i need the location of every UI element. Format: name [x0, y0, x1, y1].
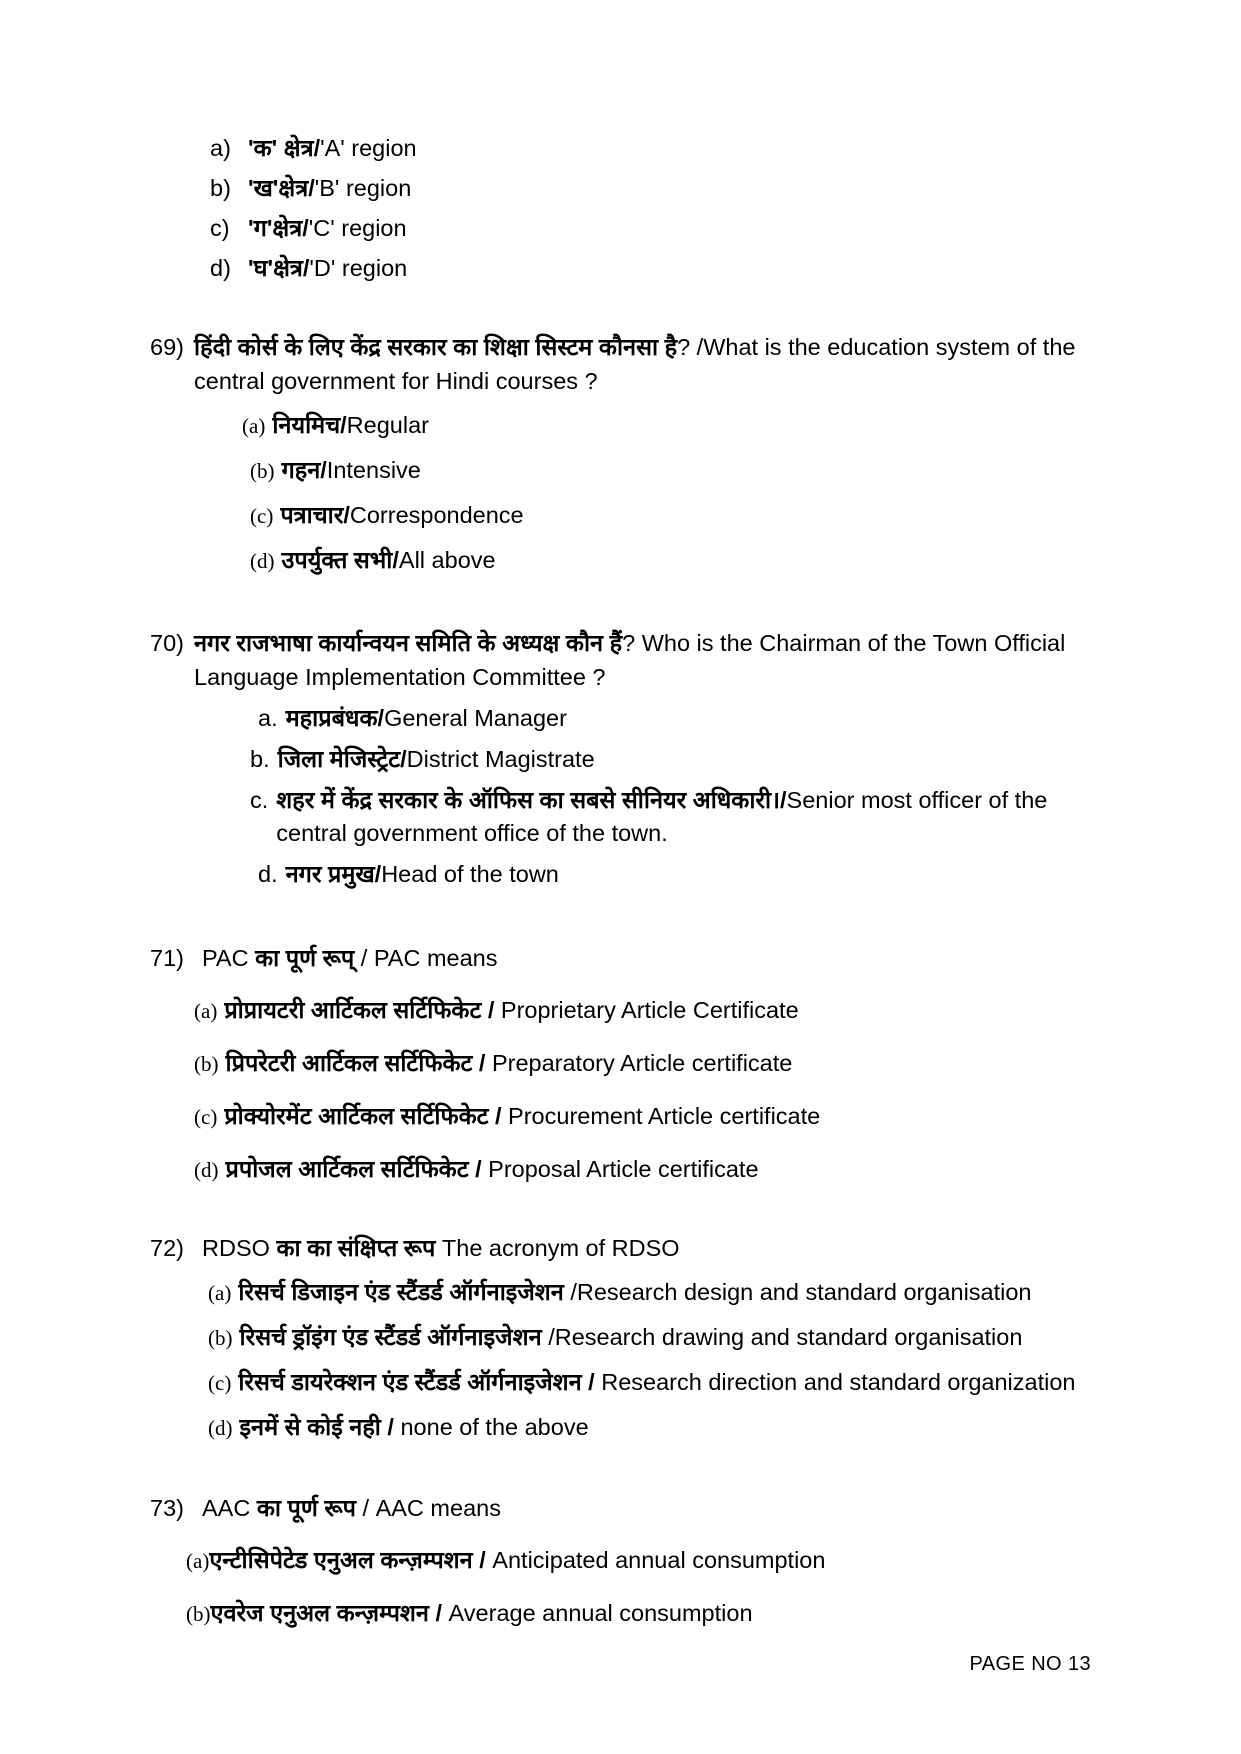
option-text-hindi: एन्टीसिपेटेड एनुअल कन्ज़म्पशन / — [209, 1547, 486, 1573]
option-text-english: Intensive — [326, 457, 421, 483]
option-text-english: Correspondence — [349, 502, 524, 528]
option-b — [208, 1321, 1091, 1355]
option-text-hindi: शहर में केंद्र सरकार के ऑफिस का सबसे सीनियर अधिकारी। — [276, 787, 781, 813]
option-text — [282, 454, 1092, 487]
option-text-hindi: प्रोक्योरमेंट आर्टिकल सर्टिफिकेट / — [224, 1103, 502, 1129]
question-number: 69) — [150, 334, 184, 360]
option-marker: (a) — [186, 1549, 210, 1573]
option-text-hindi: गहन — [281, 457, 321, 483]
option-c — [194, 1100, 1091, 1134]
option-marker: c) — [210, 215, 230, 241]
option-text — [224, 994, 1091, 1027]
option-separator: / — [308, 175, 315, 201]
option-a — [258, 702, 1091, 735]
option-marker: d. — [258, 861, 278, 887]
option-text-hindi: महाप्रबंधक — [285, 705, 378, 731]
question-text-english: ? /What is the education system of the central government for Hindi courses ? — [194, 334, 1076, 394]
option-text — [211, 1597, 1092, 1630]
option-d — [258, 858, 1091, 891]
list-item — [210, 248, 1091, 288]
option-text-hindi: प्रपोजल आर्टिकल सर्टिफिकेट / — [225, 1156, 482, 1182]
option-text-english: /Research drawing and standard organisation — [548, 1324, 1023, 1350]
option-text-english: none of the above — [393, 1414, 589, 1440]
option-marker: (b) — [186, 1602, 211, 1626]
list-item — [210, 168, 1091, 208]
option-text-english: Senior most officer of the central government office of the town. — [276, 787, 1048, 846]
option-b — [186, 1597, 1091, 1631]
option-text — [224, 1100, 1091, 1133]
list-item — [210, 208, 1091, 248]
option-marker: (a) — [208, 1281, 232, 1305]
option-separator: / — [340, 412, 347, 438]
question-text — [194, 1231, 1091, 1265]
option-d — [208, 1411, 1091, 1445]
option-marker: c. — [250, 787, 269, 813]
option-b — [250, 454, 1091, 488]
option-marker: (a) — [194, 999, 218, 1023]
option-text — [282, 544, 1092, 577]
option-separator: / — [343, 502, 350, 528]
option-a — [194, 994, 1091, 1028]
question-number: 73) — [150, 1495, 184, 1521]
option-marker: (b) — [208, 1326, 233, 1350]
option-marker: d) — [210, 255, 231, 281]
option-text — [280, 499, 1091, 532]
option-text-hindi: रिसर्च डिजाइन एंड स्टैंडर्ड ऑर्गनाइजेशन — [238, 1279, 571, 1305]
option-separator: / — [377, 705, 385, 731]
option-text-english: Regular — [346, 412, 429, 438]
question-text-acronym: AAC — [202, 1495, 257, 1521]
option-text — [276, 784, 1091, 850]
option-text-hindi: नियमिच — [272, 412, 341, 438]
question-text-acronym: RDSO — [202, 1235, 277, 1261]
option-separator: / — [374, 861, 382, 887]
question-text-english: ? Who is the Chairman of the Town Official Language Implementation Committee ? — [194, 630, 1066, 690]
question-70 — [150, 626, 1091, 694]
option-marker: (d) — [250, 549, 275, 573]
question-text-hindi: नगर राजभाषा कार्यान्वयन समिति के अध्यक्ष कौन हैं — [194, 630, 623, 656]
question-73-options — [150, 1544, 1091, 1631]
option-marker: b. — [250, 746, 270, 772]
option-text-english: Proposal Article certificate — [481, 1156, 759, 1182]
question-text-english: The acronym of RDSO — [435, 1235, 680, 1261]
option-text-hindi: 'घ'क्षेत्र — [248, 255, 303, 281]
question-text-hindi: का पूर्ण रूप — [256, 1495, 356, 1521]
page-number-footer: PAGE NO 13 — [969, 1653, 1091, 1675]
option-marker: (b) — [250, 459, 275, 483]
option-text-hindi: उपर्युक्त सभी — [281, 547, 393, 573]
option-d — [194, 1153, 1091, 1187]
question-text — [194, 1491, 1091, 1525]
option-text-english: /Research design and standard organisation — [570, 1279, 1032, 1305]
option-a — [242, 409, 1091, 443]
option-text — [238, 1276, 1091, 1309]
question-number: 72) — [150, 1235, 184, 1261]
option-text — [240, 1411, 1092, 1444]
question-text-hindi: का पूर्ण रूप् — [255, 945, 355, 971]
option-text — [286, 702, 1091, 735]
question-text-hindi: हिंदी कोर्स के लिए केंद्र सरकार का शिक्षा सिस्टम कौनसा है — [194, 334, 678, 360]
option-text — [238, 1366, 1091, 1399]
question-text-hindi: का का संक्षिप्त रूप — [276, 1235, 436, 1261]
option-separator: / — [313, 135, 321, 161]
option-text-hindi: नगर प्रमुख — [285, 861, 375, 887]
continued-option-list — [150, 128, 1091, 288]
question-text — [194, 941, 1091, 975]
option-text-hindi: 'ग'क्षेत्र — [248, 215, 303, 241]
option-marker: (c) — [208, 1371, 232, 1395]
question-text-english: / PAC means — [354, 945, 498, 971]
option-text-hindi: प्रिपरेटरी आर्टिकल सर्टिफिकेट / — [225, 1050, 486, 1076]
option-marker: (c) — [250, 504, 274, 528]
option-text — [286, 858, 1091, 891]
option-marker: a. — [258, 705, 278, 731]
option-b — [194, 1047, 1091, 1081]
option-text-english: 'B' region — [314, 175, 412, 201]
question-69 — [150, 330, 1091, 398]
question-69-options — [150, 409, 1091, 578]
option-text-english: District Magistrate — [406, 746, 595, 772]
option-text — [278, 743, 1091, 776]
option-text-english: Preparatory Article certificate — [485, 1050, 793, 1076]
option-b — [250, 743, 1091, 776]
option-text-english: 'D' region — [309, 255, 408, 281]
question-number: 71) — [150, 945, 184, 971]
option-text-hindi: प्रोप्रायटरी आर्टिकल सर्टिफिकेट / — [224, 997, 495, 1023]
option-text-hindi: रिसर्च डायरेक्शन एंड स्टैंडर्ड ऑर्गनाइजेशन / — [238, 1369, 602, 1395]
question-72 — [150, 1231, 1091, 1265]
question-text-acronym: PAC — [202, 945, 256, 971]
option-marker: (b) — [194, 1052, 219, 1076]
option-text — [209, 1544, 1091, 1577]
question-text — [194, 626, 1091, 694]
option-separator: / — [320, 457, 327, 483]
option-text-english: Proprietary Article Certificate — [494, 997, 799, 1023]
option-marker: a) — [210, 135, 231, 161]
option-text-english: Anticipated annual consumption — [485, 1547, 826, 1573]
option-text-english: All above — [398, 547, 496, 573]
question-70-options — [150, 702, 1091, 891]
option-text-english: Head of the town — [381, 861, 559, 887]
option-c — [250, 784, 1091, 850]
option-separator: / — [302, 215, 309, 241]
question-number: 70) — [150, 630, 184, 656]
question-71 — [150, 941, 1091, 975]
option-separator: / — [400, 746, 407, 772]
option-c — [250, 499, 1091, 533]
question-72-options — [150, 1276, 1091, 1445]
option-d — [250, 544, 1091, 578]
option-separator: / — [780, 787, 787, 813]
option-marker: (d) — [208, 1416, 233, 1440]
option-text-hindi: इनमें से कोई नही / — [239, 1414, 394, 1440]
option-text-english: General Manager — [384, 705, 567, 731]
option-marker: (c) — [194, 1105, 218, 1129]
option-text-hindi: 'क' क्षेत्र — [248, 135, 314, 161]
option-a — [208, 1276, 1091, 1310]
option-marker: (a) — [242, 414, 266, 438]
option-text-hindi: 'ख'क्षेत्र — [248, 175, 309, 201]
option-separator: / — [302, 255, 310, 281]
list-item — [210, 128, 1091, 168]
option-text-english: Research direction and standard organization — [601, 1369, 1076, 1395]
option-c — [208, 1366, 1091, 1400]
option-text — [226, 1047, 1092, 1080]
option-text — [272, 409, 1091, 442]
question-73 — [150, 1491, 1091, 1525]
question-71-options — [150, 994, 1091, 1187]
option-marker: b) — [210, 175, 231, 201]
option-a — [186, 1544, 1091, 1578]
question-text-english: / AAC means — [356, 1495, 501, 1521]
option-text-english: Average annual consumption — [442, 1600, 753, 1626]
option-text — [240, 1321, 1092, 1354]
option-separator: / — [392, 547, 399, 573]
option-text-english: 'A' region — [320, 135, 417, 161]
option-text-hindi: रिसर्च ड्रॉइंग एंड स्टैंडर्ड ऑर्गनाइजेशन — [239, 1324, 549, 1350]
question-text — [194, 330, 1091, 398]
option-text-hindi: जिला मेजिस्ट्रेट — [277, 746, 401, 772]
option-text-hindi: पत्राचार — [280, 502, 344, 528]
option-text-english: 'C' region — [308, 215, 407, 241]
option-text-english: Procurement Article certificate — [501, 1103, 821, 1129]
option-text-hindi: एवरेज एनुअल कन्ज़म्पशन / — [210, 1600, 443, 1626]
option-text — [226, 1153, 1092, 1186]
option-marker: (d) — [194, 1158, 219, 1182]
